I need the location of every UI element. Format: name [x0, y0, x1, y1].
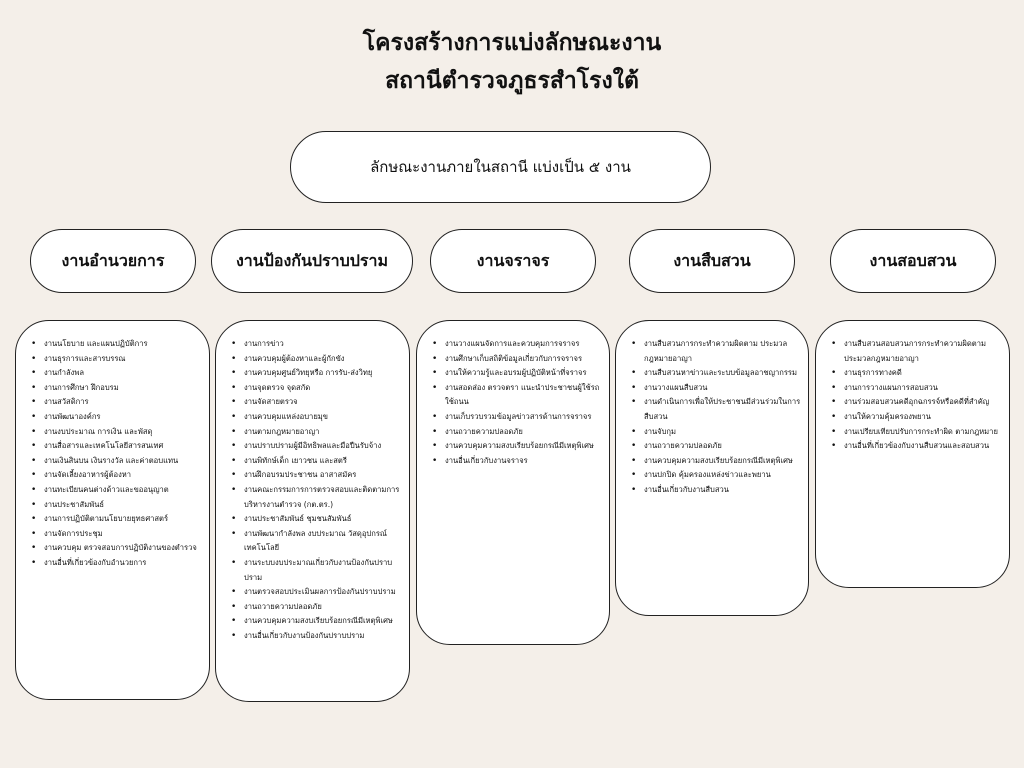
- task-item: • งานสืบสวนการกระทำความผิดตาม ประมวลกฎหมายอาญา: [640, 337, 802, 366]
- task-item: • งานเก็บรวบรวมข้อมูลข่าวสารด้านการจราจร: [441, 410, 603, 425]
- task-item: • งานพัฒนาองค์กร: [40, 410, 203, 425]
- task-item: • งานสืบสวนหาข่าวและระบบข้อมูลอาชญากรรม: [640, 366, 802, 381]
- task-item: • งานสวัสดิการ: [40, 395, 203, 410]
- task-item: • งานกำลังพล: [40, 366, 203, 381]
- task-item: • งานสื่อสารและเทคโนโลยีสารสนเทศ: [40, 439, 203, 454]
- task-item: • งานการข่าว: [240, 337, 403, 352]
- task-item: • งานทะเบียนคนต่างด้าวและขออนุญาต: [40, 483, 203, 498]
- dept-header-label: งานสอบสวน: [869, 250, 957, 270]
- task-item: • งานอื่นเกี่ยวกับงานจราจร: [441, 454, 603, 469]
- task-item: • งานอื่นที่เกี่ยวข้องกับอำนวยการ: [40, 556, 203, 571]
- task-item: • งานการศึกษา ฝึกอบรม: [40, 381, 203, 396]
- task-item: • งานให้ความรู้และอบรมผู้ปฏิบัติหน้าที่จราจร: [441, 366, 603, 381]
- task-item: • งานสืบสวนสอบสวนการกระทำความผิดตามประมวลกฎหมายอาญา: [840, 337, 1003, 366]
- task-item: • งานคณะกรรมการการตรวจสอบและติดตามการบริหารงานตำรวจ (กต.ตร.): [240, 483, 403, 512]
- task-item: • งานระบบงบประมาณเกี่ยวกับงานป้องกันปราบปราม: [240, 556, 403, 585]
- task-item: • งานจัดสายตรวจ: [240, 395, 403, 410]
- title-line-2: สถานีตำรวจภูธรสำโรงใต้: [385, 68, 639, 94]
- task-item: • งานการวางแผนการสอบสวน: [840, 381, 1003, 396]
- task-item: • งานจุดตรวจ จุดสกัด: [240, 381, 403, 396]
- task-item: • งานธุรการทางคดี: [840, 366, 1003, 381]
- dept-header-traffic: [430, 229, 596, 293]
- task-item: • งานอื่นที่เกี่ยวข้องกับงานสืบสวนและสอบสวน: [840, 439, 1003, 454]
- dept-tasks-traffic: [416, 320, 610, 645]
- task-item: • งานอื่นเกี่ยวกับงานป้องกันปราบปราม: [240, 629, 403, 644]
- task-item: • งานวางแผนสืบสวน: [640, 381, 802, 396]
- dept-header-label: งานสืบสวน: [673, 250, 751, 270]
- task-item: • งานการปฏิบัติตามนโยบายยุทธศาสตร์: [40, 512, 203, 527]
- dept-tasks-administration: [15, 320, 210, 700]
- task-item: • งานร่วมสอบสวนคดีอุกฉกรรจ์หรือคดีที่สำคัญ: [840, 395, 1003, 410]
- task-item: • งานจัดเลี้ยงอาหารผู้ต้องหา: [40, 468, 203, 483]
- task-list: [230, 337, 403, 643]
- diagram-title: [0, 24, 1024, 100]
- task-list: [630, 337, 802, 498]
- task-list: [431, 337, 603, 468]
- task-item: • งานตามกฎหมายอาญา: [240, 425, 403, 440]
- dept-tasks-investigation: [615, 320, 809, 616]
- task-item: • งานดำเนินการเพื่อให้ประชาชนมีส่วนร่วมในการสืบสวน: [640, 395, 802, 424]
- task-item: • งานตรวจสอบประเมินผลการป้องกันปราบปราม: [240, 585, 403, 600]
- task-item: • งานจับกุม: [640, 425, 802, 440]
- task-item: • งานควบคุมความสงบเรียบร้อยกรณีมีเหตุพิเศษ: [640, 454, 802, 469]
- task-list: [30, 337, 203, 571]
- task-item: • งานปราบปรามผู้มีอิทธิพลและมือปืนรับจ้าง: [240, 439, 403, 454]
- task-item: • งานงบประมาณ การเงิน และพัสดุ: [40, 425, 203, 440]
- task-list: [830, 337, 1003, 454]
- task-item: • งานถวายความปลอดภัย: [640, 439, 802, 454]
- task-item: • งานควบคุมความสงบเรียบร้อยกรณีมีเหตุพิเศษ: [441, 439, 603, 454]
- title-line-1: โครงสร้างการแบ่งลักษณะงาน: [362, 30, 662, 56]
- dept-tasks-crime-prevention: [215, 320, 410, 702]
- dept-header-investigation: [629, 229, 795, 293]
- task-item: • งานสอดส่อง ตรวจตรา แนะนำประชาชนผู้ใช้รถใช้ถนน: [441, 381, 603, 410]
- task-item: • งานอื่นเกี่ยวกับงานสืบสวน: [640, 483, 802, 498]
- task-item: • งานควบคุมผู้ต้องหาและผู้กักขัง: [240, 352, 403, 367]
- task-item: • งานวางแผนจัดการและควบคุมการจราจร: [441, 337, 603, 352]
- task-item: • งานควบคุมความสงบเรียบร้อยกรณีมีเหตุพิเศษ: [240, 614, 403, 629]
- task-item: • งานประชาสัมพันธ์: [40, 498, 203, 513]
- task-item: • งานปกปิด คุ้มครองแหล่งข่าวและพยาน: [640, 468, 802, 483]
- dept-header-label: งานจราจร: [476, 250, 550, 270]
- task-item: • งานให้ความคุ้มครองพยาน: [840, 410, 1003, 425]
- task-item: • งานควบคุมแหล่งอบายมุข: [240, 410, 403, 425]
- task-item: • งานพิทักษ์เด็ก เยาวชน และสตรี: [240, 454, 403, 469]
- task-item: • งานถวายความปลอดภัย: [441, 425, 603, 440]
- dept-header-crime-prevention: [211, 229, 413, 293]
- dept-header-label: งานอำนวยการ: [61, 250, 165, 270]
- task-item: • งานควบคุมศูนย์วิทยุหรือ การรับ-ส่งวิทยุ: [240, 366, 403, 381]
- task-item: • งานเงินสินบน เงินรางวัล และค่าตอบแทน: [40, 454, 203, 469]
- root-node-label: ลักษณะงานภายในสถานี แบ่งเป็น ๕ งาน: [370, 158, 631, 176]
- dept-header-inquiry: [830, 229, 996, 293]
- task-item: • งานถวายความปลอดภัย: [240, 600, 403, 615]
- task-item: • งานประชาสัมพันธ์ ชุมชนสัมพันธ์: [240, 512, 403, 527]
- task-item: • งานฝึกอบรมประชาชน อาสาสมัคร: [240, 468, 403, 483]
- root-node: [290, 131, 711, 203]
- task-item: • งานจัดการประชุม: [40, 527, 203, 542]
- task-item: • งานธุรการและสารบรรณ: [40, 352, 203, 367]
- task-item: • งานควบคุม ตรวจสอบการปฏิบัติงานของตำรวจ: [40, 541, 203, 556]
- dept-header-administration: [30, 229, 196, 293]
- task-item: • งานพัฒนากำลังพล งบประมาณ วัสดุอุปกรณ์ เทคโนโลยี: [240, 527, 403, 556]
- task-item: • งานศึกษาเก็บสถิติข้อมูลเกี่ยวกับการจราจร: [441, 352, 603, 367]
- task-item: • งานเปรียบเทียบปรับการกระทำผิด ตามกฎหมาย: [840, 425, 1003, 440]
- dept-tasks-inquiry: [815, 320, 1010, 588]
- dept-header-label: งานป้องกันปราบปราม: [235, 250, 389, 270]
- task-item: • งานนโยบาย และแผนปฏิบัติการ: [40, 337, 203, 352]
